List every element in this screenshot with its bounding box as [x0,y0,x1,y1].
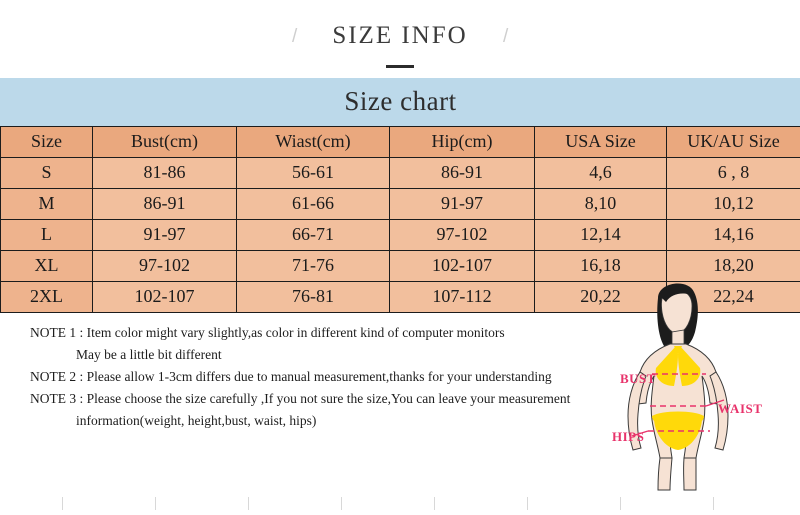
tick-mark [248,497,249,510]
column-header-usa-size: USA Size [535,127,667,158]
cell-size: 2XL [1,282,93,313]
right-leg [684,458,696,490]
table-row [1,220,800,251]
cell-uk-au-size: 10,12 [667,189,800,220]
tick-mark [713,497,714,510]
cell-usa-size: 4,6 [535,158,667,189]
neck-shape [672,330,684,344]
column-header-hip: Hip(cm) [390,127,535,158]
notes-block [30,322,610,432]
cell-usa-size: 8,10 [535,189,667,220]
table-row [1,158,800,189]
cell-size: M [1,189,93,220]
cell-waist: 66-71 [237,220,390,251]
note-2: NOTE 2 : Please allow 1-3cm differs due to manual measurement,thanks for your understanding [30,369,552,384]
cell-waist: 61-66 [237,189,390,220]
cell-size: L [1,220,93,251]
table-header-row [1,127,800,158]
cell-size: S [1,158,93,189]
figure-label-hips: HIPS [612,429,645,444]
note-1-continued: May be a little bit different [76,347,222,362]
column-header-bust: Bust(cm) [93,127,237,158]
note-3: NOTE 3 : Please choose the size carefully ,If you not sure the size,You can leave your measurement [30,391,571,406]
cell-hip: 91-97 [390,189,535,220]
tick-mark [527,497,528,510]
column-header-waist: Wiast(cm) [237,127,390,158]
cell-usa-size: 20,22 [535,282,667,313]
note-1: NOTE 1 : Item color might vary slightly,as color in different kind of computer monitors [30,325,505,340]
tick-mark [434,497,435,510]
cell-uk-au-size: 22,24 [667,282,800,313]
cell-bust: 91-97 [93,220,237,251]
cell-hip: 86-91 [390,158,535,189]
decorative-slash-right: / [503,26,509,47]
cell-waist: 76-81 [237,282,390,313]
figure-label-waist: WAIST [718,401,763,416]
note-3-continued: information(weight, height,bust, waist, hips) [76,413,317,428]
cell-usa-size: 16,18 [535,251,667,282]
tick-mark [155,497,156,510]
cell-bust: 81-86 [93,158,237,189]
cell-hip: 102-107 [390,251,535,282]
title-underline [386,65,414,68]
cell-usa-size: 12,14 [535,220,667,251]
cell-waist: 71-76 [237,251,390,282]
table-row [1,189,800,220]
cell-hip: 107-112 [390,282,535,313]
cell-uk-au-size: 14,16 [667,220,800,251]
cell-bust: 102-107 [93,282,237,313]
tick-mark [620,497,621,510]
column-header-uk-au-size: UK/AU Size [667,127,800,158]
page-header [0,0,800,78]
left-leg [658,458,672,490]
bottom-tick-row [0,497,800,515]
cell-waist: 56-61 [237,158,390,189]
cell-uk-au-size: 6 , 8 [667,158,800,189]
cell-bust: 86-91 [93,189,237,220]
cell-hip: 97-102 [390,220,535,251]
decorative-slash-left: / [292,26,298,47]
size-chart-caption: Size chart [0,78,800,126]
cell-bust: 97-102 [93,251,237,282]
tick-mark [62,497,63,510]
page-title: SIZE INFO [332,22,468,49]
tick-mark [341,497,342,510]
cell-size: XL [1,251,93,282]
cell-uk-au-size: 18,20 [667,251,800,282]
column-header-size: Size [1,127,93,158]
figure-label-bust: BUST [620,371,656,386]
